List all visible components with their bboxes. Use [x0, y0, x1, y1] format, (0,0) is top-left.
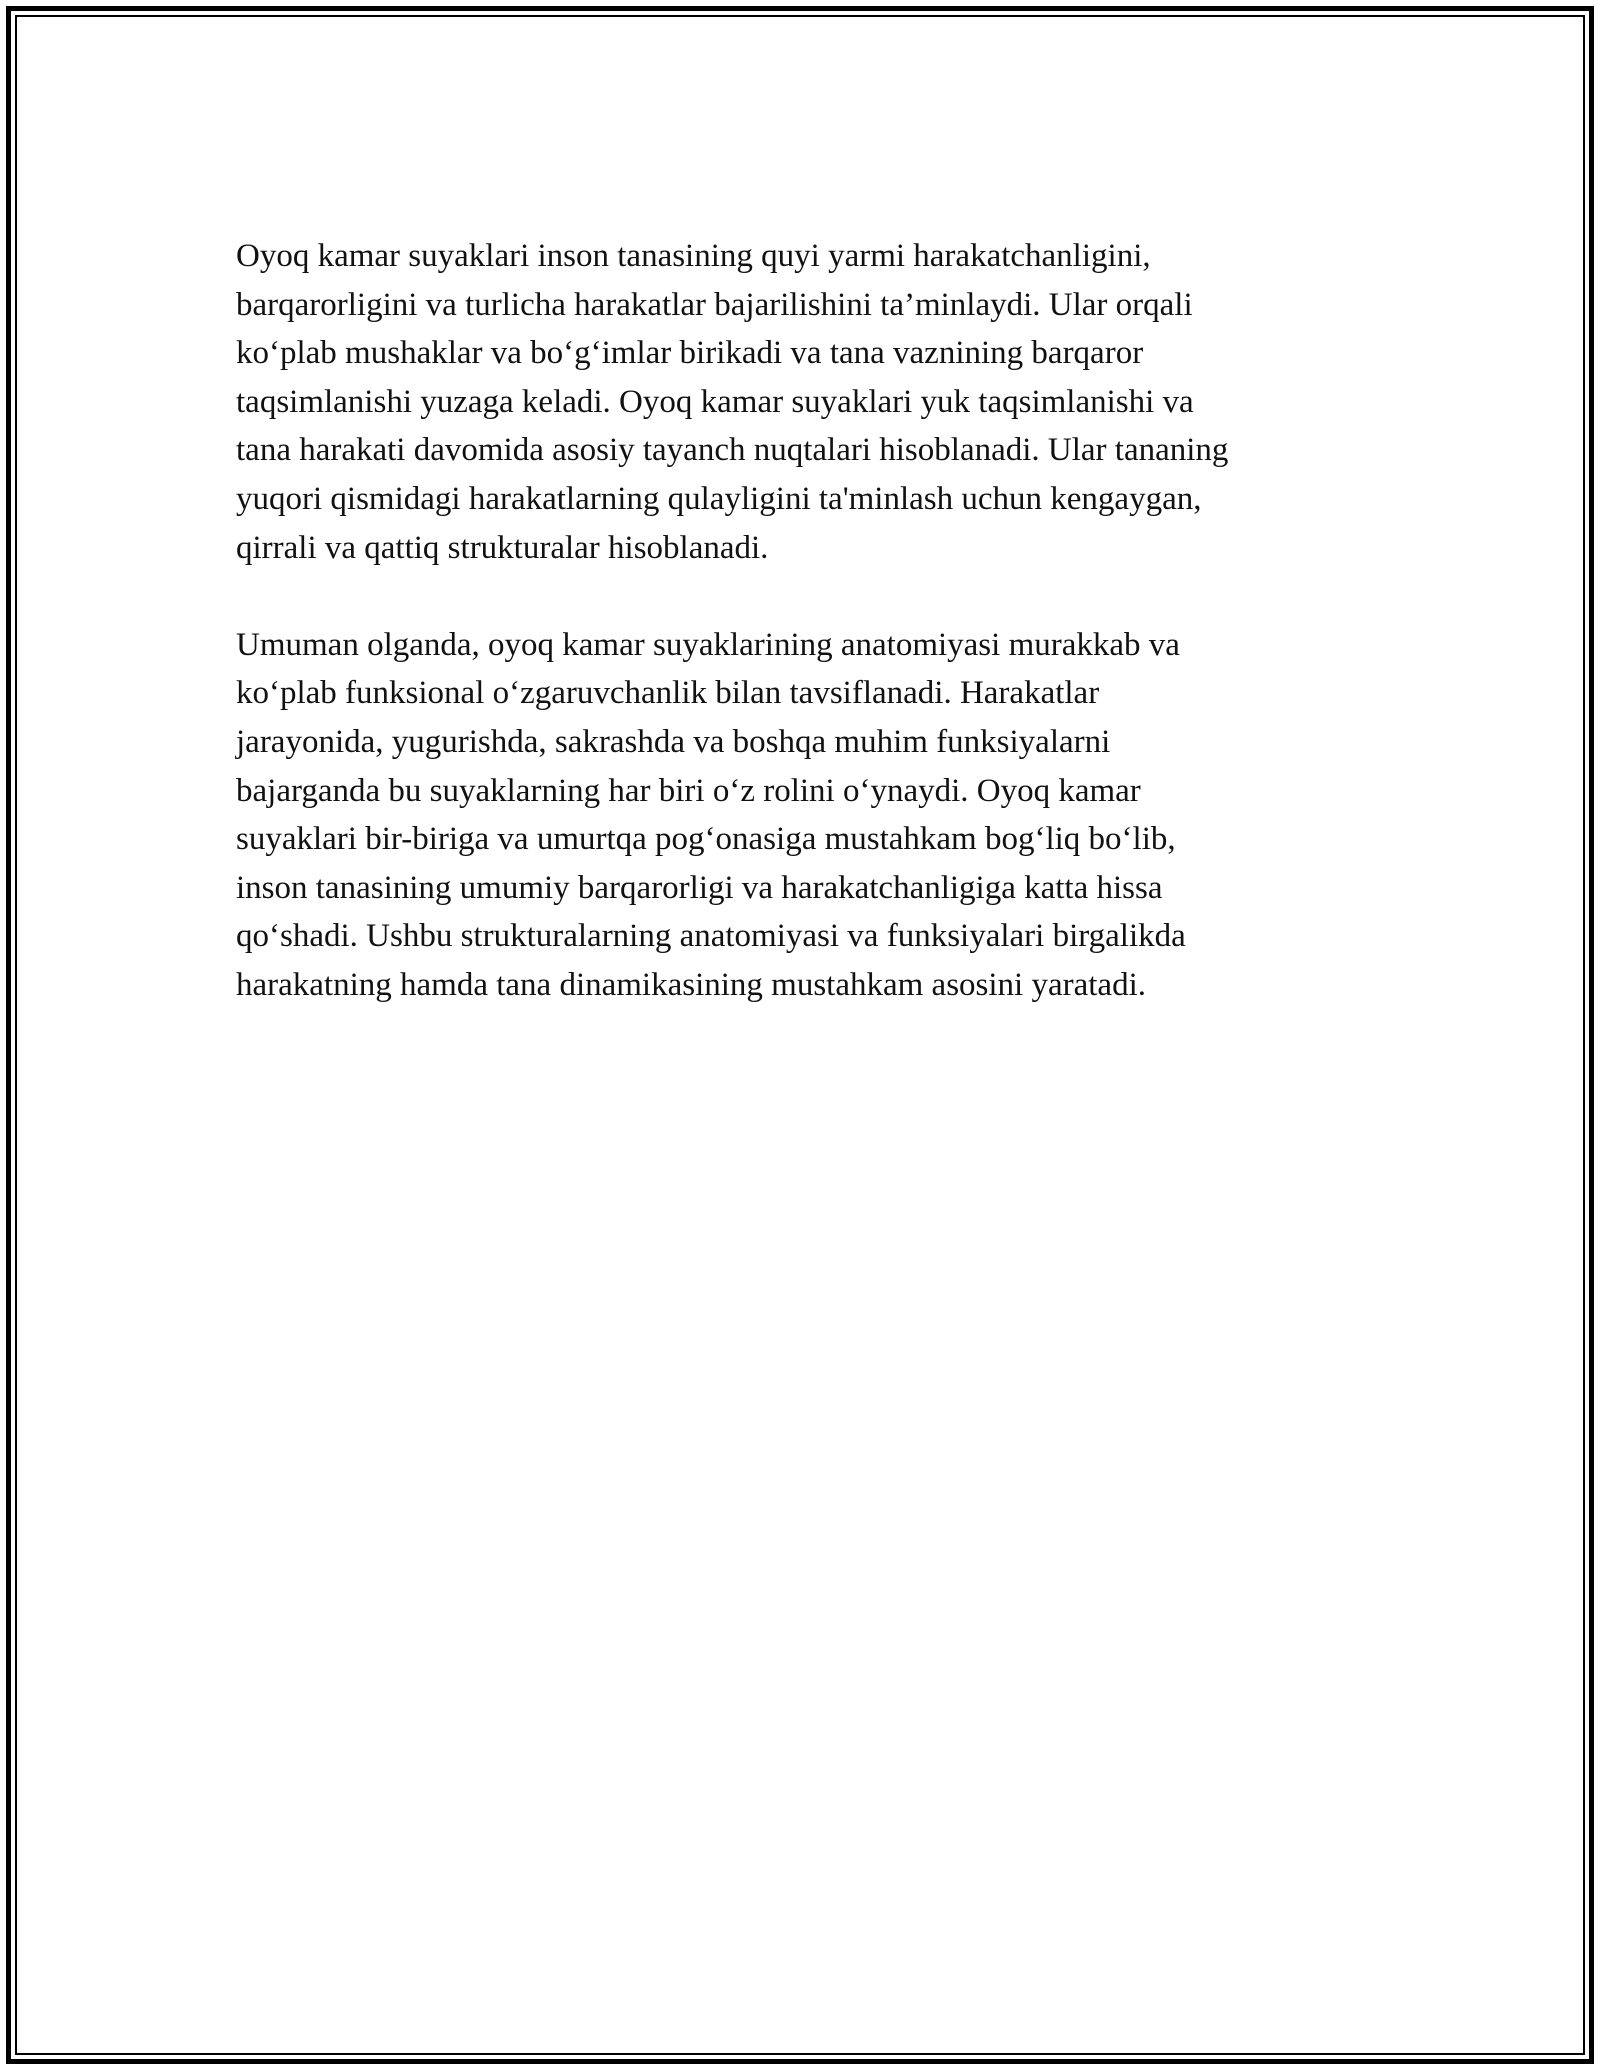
- paragraph-2: Umuman olganda, oyoq kamar suyaklarining anatomiyasi murakkab va ko‘plab funksional o‘zgaruvchanlik bilan tavsiflanadi. Harakatlar jarayonida, yugurishda, sakrashda va boshqa muhim funksiyalarni bajarganda bu suyaklarning har biri o‘z rolini o‘ynaydi. Oyoq kamar suyaklari bir-biriga va umurtqa pog‘onasiga mustahkam bog‘liq bo‘lib, inson tanasining umumiy barqarorligi va harakatchanligiga katta hissa qo‘shadi. Ushbu strukturalarning anatomiyasi va funksiyalari birgalikda harakatning hamda tana dinamikasining mustahkam asosini yaratadi.: [236, 626, 1186, 1003]
- paragraph-1: Oyoq kamar suyaklari inson tanasining quyi yarmi harakatchanligini, barqarorligini va turlicha harakatlar bajarilishini ta’minlaydi. Ular orqali ko‘plab mushaklar va bo‘g‘imlar birikadi va tana vaznining barqaror taqsimlanishi yuzaga keladi. Oyoq kamar suyaklari yuk taqsimlanishi va tana harakati davomida asosiy tayanch nuqtalari hisoblanadi. Ular tananing yuqori qismidagi harakatlarning qulayligini ta'minlash uchun kengaygan, qirrali va qattiq strukturalar hisoblanadi.: [236, 238, 1229, 566]
- document-body: [236, 232, 1366, 1010]
